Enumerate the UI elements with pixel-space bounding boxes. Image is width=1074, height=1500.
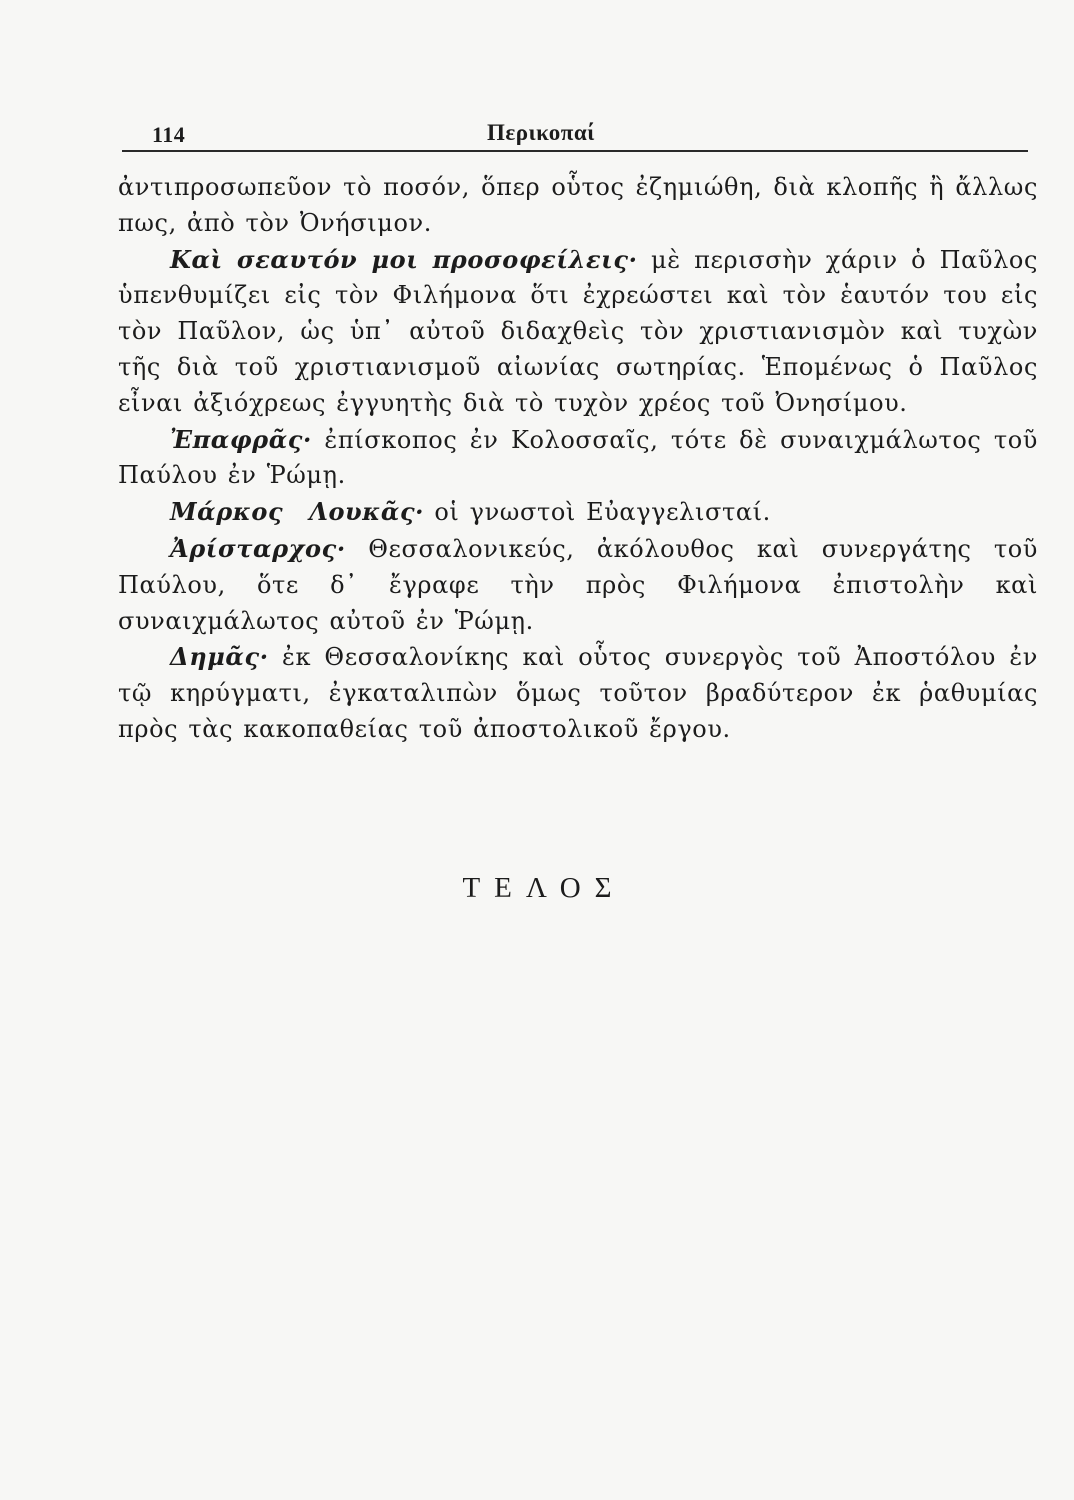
paragraph-kai-seauton bbox=[118, 242, 1038, 422]
lemma-heading: Ἀρίσταρχος· bbox=[170, 533, 346, 563]
paragraph-text: ἀντιπροσωπεῦον τὸ ποσόν, ὅπερ οὗτος ἐζημιώθη, διὰ κλοπῆς ἢ ἄλλως πως, ἀπὸ τὸν Ὀνήσιμον. bbox=[118, 173, 1038, 237]
page-header bbox=[122, 118, 1028, 150]
paragraph-demas bbox=[118, 639, 1038, 747]
paragraph-continuation bbox=[118, 170, 1038, 242]
paragraph-text: οἱ γνωστοὶ Εὐαγγελισταί. bbox=[434, 498, 771, 527]
lemma-heading-second: Λουκᾶς· bbox=[309, 497, 425, 527]
running-title: Περικοπαί bbox=[487, 120, 595, 145]
paragraph-aristarchos bbox=[118, 531, 1038, 639]
header-rule bbox=[122, 150, 1028, 152]
paragraph-text: ἐπίσκοπος ἐν Κολοσσαῖς, τότε δὲ συναιχμάλωτος τοῦ Παύλου ἐν Ῥώμῃ. bbox=[118, 425, 1038, 490]
paragraph-markos-loukas bbox=[118, 494, 1038, 531]
end-mark: ΤΕΛΟΣ bbox=[462, 872, 626, 904]
paragraph-text: ἐκ Θεσσαλονίκης καὶ οὗτος συνεργὸς τοῦ Ἀποστόλου ἐν τῷ κηρύγματι, ἐγκαταλιπὼν ὅμως τοῦτον βραδύτερον ἐκ ῥαθυμίας πρὸς τὰς κακοπαθείας τοῦ ἀποστολικοῦ ἔργου. bbox=[118, 643, 1038, 743]
paragraph-text: Θεσσαλονικεύς, ἀκόλουθος καὶ συνεργάτης τοῦ Παύλου, ὅτε δ᾿ ἔγραφε τὴν πρὸς Φιλήμονα ἐπιστολὴν καὶ συναιχμάλωτος αὐτοῦ ἐν Ῥώμῃ. bbox=[118, 534, 1038, 635]
lemma-heading: Δημᾶς· bbox=[170, 642, 269, 672]
paragraph-text: μὲ περισσὴν χάριν ὁ Παῦλος ὑπενθυμίζει εἰς τὸν Φιλήμονα ὅτι ἐχρεώστει καὶ τὸν ἑαυτόν του εἰς τὸν Παῦλον, ὡς ὑπ᾿ αὐτοῦ διδαχθεὶς τὸν χριστιανισμὸν καὶ τυχὼν τῆς διὰ τοῦ χριστιανισμοῦ αἰωνίας σωτηρίας. Ἑπομένως ὁ Παῦλος εἶναι ἀξιόχρεως ἐγγυητὴς διὰ τὸ τυχὸν χρέος τοῦ Ὀνησίμου. bbox=[118, 245, 1039, 417]
page-number: 114 bbox=[152, 122, 186, 147]
lemma-heading: Καὶ σεαυτόν μοι προσοφείλεις· bbox=[170, 244, 638, 274]
lemma-heading: Μάρκος bbox=[170, 497, 284, 527]
paragraph-epaphras bbox=[118, 422, 1038, 495]
lemma-heading: Ἐπαφρᾶς· bbox=[170, 424, 312, 454]
commentary-text bbox=[118, 170, 1038, 748]
